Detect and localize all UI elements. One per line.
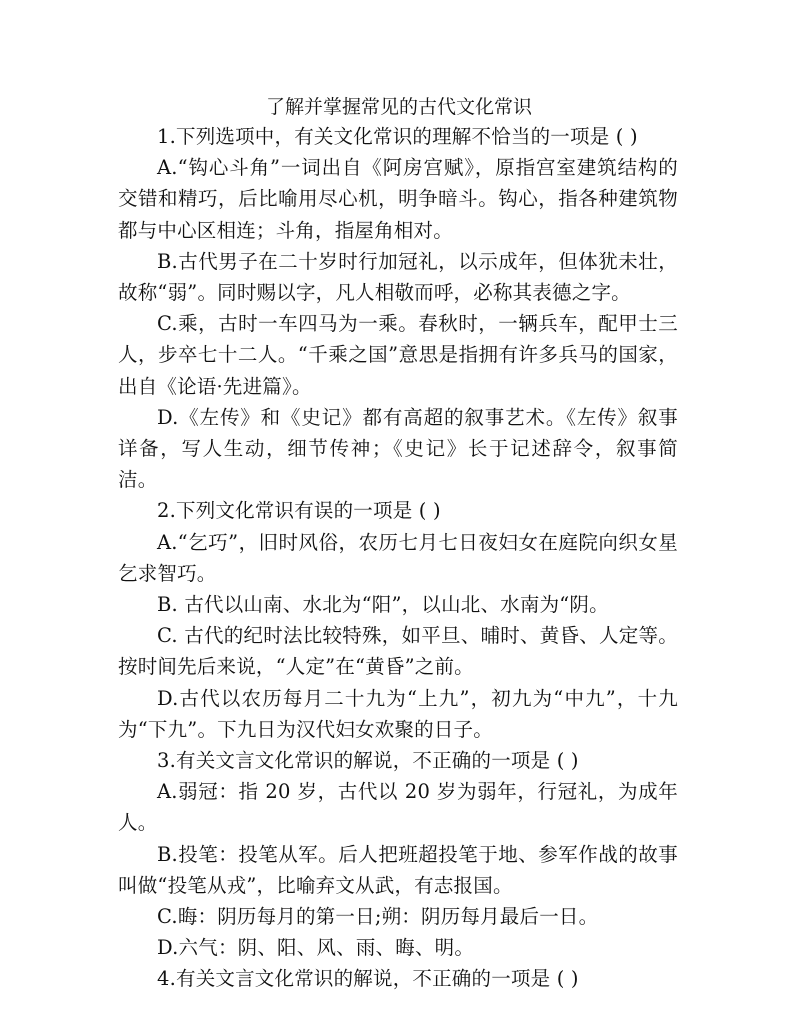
question-2-option-b: B. 古代以山南、水北为“阳”，以山北、水南为“阴。	[157, 593, 609, 617]
question-2: 2.下列文化常识有误的一项是 ( )	[157, 499, 441, 523]
question-2-option-a: A.“乞巧”，旧时风俗，农历七月七日夜妇女在庭院向织女星乞求智巧。	[118, 530, 678, 585]
question-1-option-d: D.《左传》和《史记》都有高超的叙事艺术。《左传》叙事详备，写人生动，细节传神；《史记》长于记述辞令，叙事简洁。	[118, 405, 678, 492]
question-4: 4.有关文言文化常识的解说，不正确的一项是 ( )	[157, 967, 579, 991]
question-3-option-a: A.弱冠：指 20 岁，古代以 20 岁为弱年，行冠礼，为成年人。	[118, 780, 678, 835]
question-3-option-d: D.六气：阴、阳、风、雨、晦、明。	[157, 936, 475, 960]
question-3: 3.有关文言文化常识的解说，不正确的一项是 ( )	[157, 749, 579, 773]
question-3-option-b: B.投笔：投笔从军。后人把班超投笔于地、参军作战的故事叫做“投笔从戎”，比喻弃文从武，有志报国。	[118, 842, 678, 897]
question-3-option-c: C.晦：阴历每月的第一日;朔：阴历每月最后一日。	[157, 905, 599, 929]
document-page	[118, 93, 678, 995]
document-title: 了解并掌握常见的古代文化常识	[265, 96, 532, 118]
question-1-option-c: C.乘，古时一车四马为一乘。春秋时，一辆兵车，配甲士三人，步卒七十二人。“千乘之国”意思是指拥有许多兵马的国家，出自《论语·先进篇》。	[118, 312, 678, 398]
question-1: 1.下列选项中，有关文化常识的理解不恰当的一项是 ( )	[157, 125, 638, 148]
question-2-option-d: D.古代以农历每月二十九为“上九”，初九为“中九”，十九为“下九”。下九日为汉代妇女欢聚的日子。	[118, 686, 678, 741]
question-1-option-a: A.“钩心斗角”一词出自《阿房宫赋》，原指宫室建筑结构的交错和精巧，后比喻用尽心机，明争暗斗。钩心，指各种建筑物都与中心区相连；斗角，指屋角相对。	[118, 156, 678, 242]
question-2-option-c: C. 古代的纪时法比较特殊，如平旦、晡时、黄昏、人定等。按时间先后来说，“人定”在“黄昏”之前。	[118, 624, 678, 679]
question-1-option-b: B.古代男子在二十岁时行加冠礼，以示成年，但体犹未壮，故称“弱”。同时赐以字，凡人相敬而呼，必称其表德之字。	[118, 249, 678, 305]
